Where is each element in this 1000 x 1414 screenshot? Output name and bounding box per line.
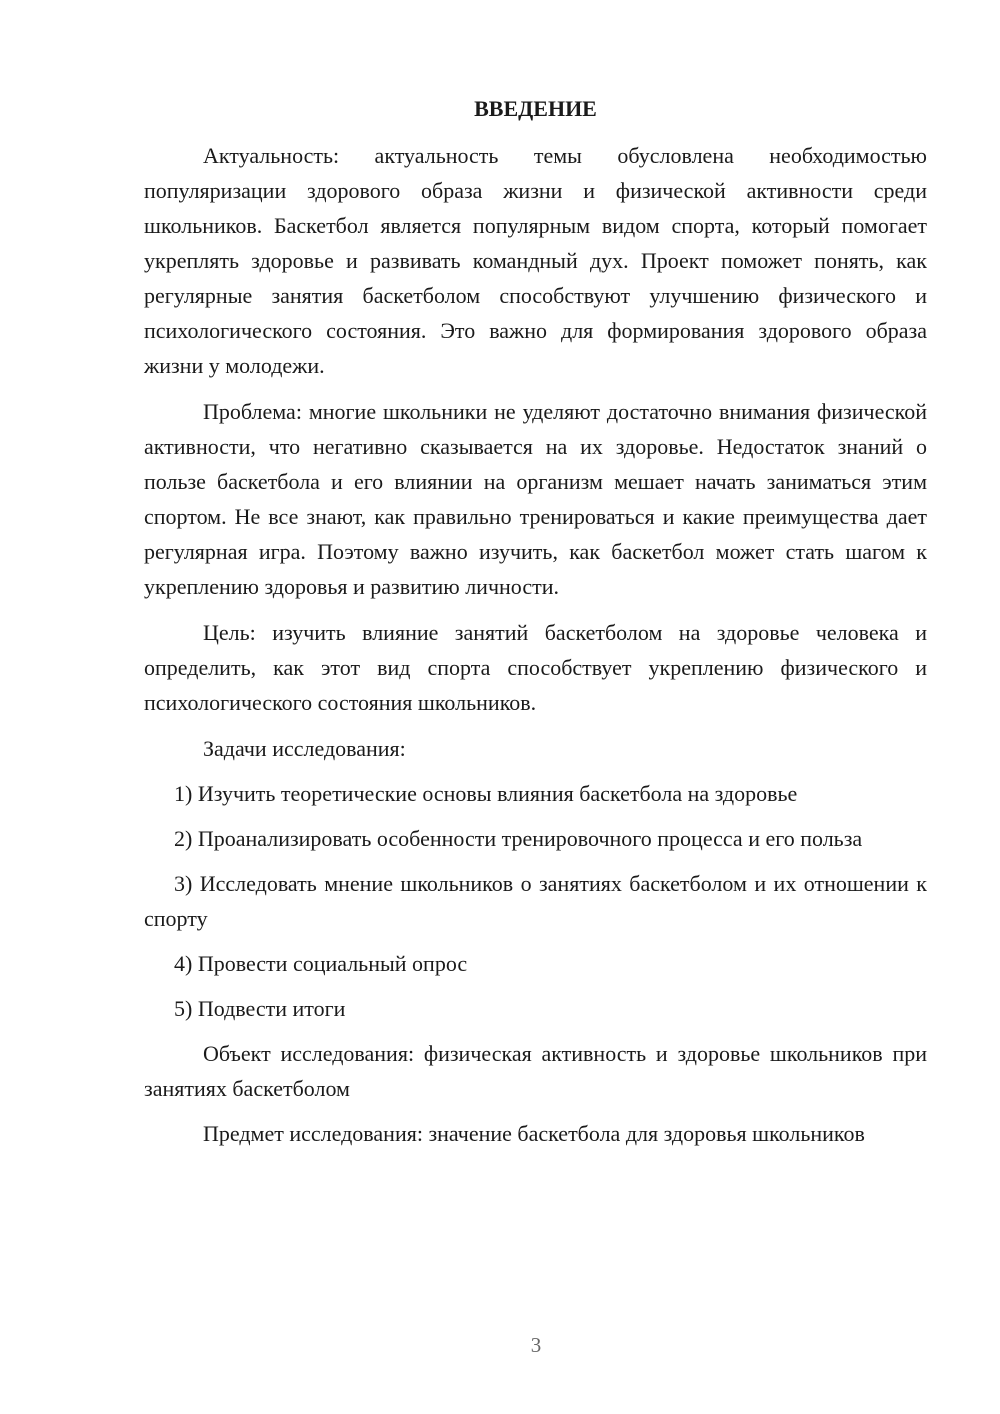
- list-item: 1) Изучить теоретические основы влияния баскетбола на здоровье: [174, 781, 798, 806]
- list-item: 2) Проанализировать особенности тренировочного процесса и его польза: [174, 826, 863, 851]
- paragraph-problem: Проблема: многие школьники не уделяют достаточно внимания физической активности, что негативно сказывается на их здоровье. Недостаток знаний о пользе баскетбола и его влиянии на организм мешает начать заниматься этим спортом. Не все знают, как правильно тренироваться и какие преимущества дает регулярная игра. Поэтому важно изучить, как баскетбол может стать шагом к укреплению здоровья и развитию личности.: [144, 399, 927, 599]
- paragraph-object: Объект исследования: физическая активность и здоровье школьников при занятиях баскетболом: [144, 1041, 927, 1101]
- page-title: ВВЕДЕНИЕ: [474, 96, 597, 121]
- page-number: 3: [530, 1333, 542, 1357]
- list-item: 3) Исследовать мнение школьников о занятиях баскетболом и их отношении к спорту: [144, 871, 927, 931]
- paragraph-subject: Предмет исследования: значение баскетбола для здоровья школьников: [203, 1121, 865, 1146]
- paragraph-goal: Цель: изучить влияние занятий баскетболом на здоровье человека и определить, как этот вид спорта способствует укреплению физического и психологического состояния школьников.: [144, 620, 927, 715]
- tasks-title: Задачи исследования:: [203, 736, 406, 761]
- page-content: [144, 94, 927, 1151]
- list-item: 4) Провести социальный опрос: [174, 951, 468, 976]
- paragraph-relevance: Актуальность: актуальность темы обусловлена необходимостью популяризации здорового образа жизни и физической активности среди школьников. Баскетбол является популярным видом спорта, который помогает укреплять здоровье и развивать командный дух. Проект поможет понять, как регулярные занятия баскетболом способствуют улучшению физического и психологического состояния. Это важно для формирования здорового образа жизни у молодежи.: [144, 143, 927, 378]
- list-item: 5) Подвести итоги: [174, 996, 346, 1021]
